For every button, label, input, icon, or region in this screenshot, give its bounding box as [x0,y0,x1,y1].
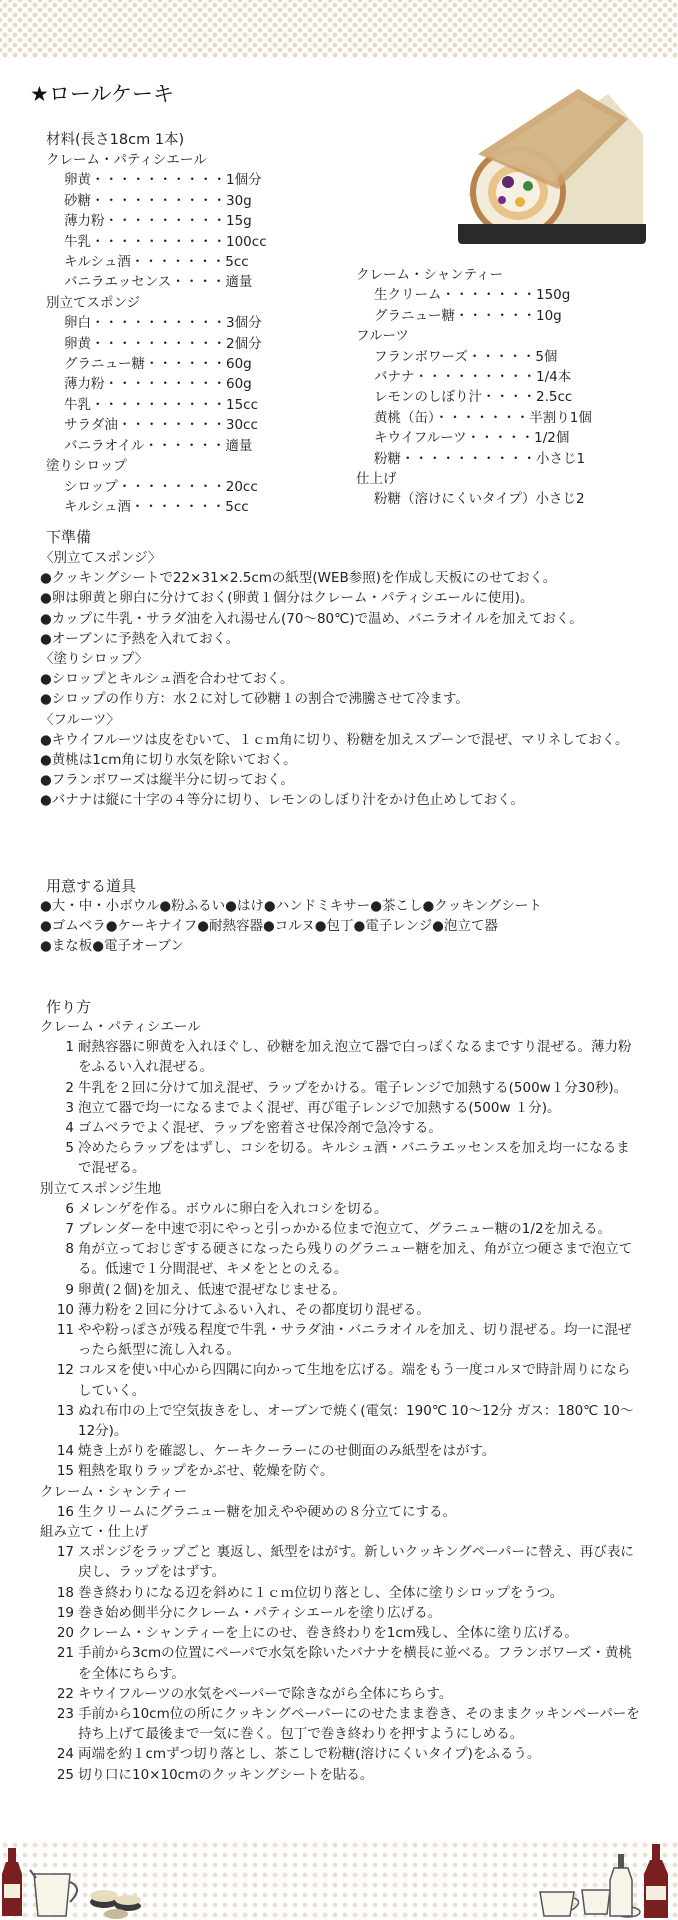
ingredient-item: シロップ・・・・・・・・20cc [64,478,258,495]
method-step [40,1118,640,1138]
step-number: 14 [56,1443,74,1460]
step-text: 両端を約１cmずつ切り落とし、茶こしで粉糖(溶けにくいタイプ)をふるう。 [78,1746,541,1763]
wine-bottle-right-icon [610,1844,668,1918]
method-step [40,1360,640,1400]
method-step [40,1643,640,1683]
prep-item: ●黄桃は1cm角に切り水気を除いておく。 [40,752,297,769]
method-subheading: 組み立て・仕上げ [40,1524,148,1541]
method-step [40,1219,640,1239]
ingredient-item: キルシュ酒・・・・・・・5cc [64,254,249,271]
step-number: 10 [56,1301,74,1318]
ingredient-group-heading: フルーツ [356,328,409,345]
ingredient-item: 薄力粉・・・・・・・・・60g [64,376,252,393]
ingredient-item: フランボワーズ・・・・・5個 [374,348,558,365]
step-number: 2 [65,1079,74,1096]
step-text: 手前から10cm位の所にクッキングペーパーにのせたまま巻き、そのままクッキンペーパーを持ち上げて最後まで一気に巻く。包丁で巻き終わりを押すようにしめる。 [78,1705,640,1743]
method-step [40,1098,640,1118]
ingredient-item: キルシュ酒・・・・・・・5cc [64,498,249,515]
method-step [40,1280,640,1300]
step-number: 8 [65,1241,74,1258]
step-number: 23 [56,1705,74,1722]
ingredient-item: バニラオイル・・・・・・適量 [64,437,253,454]
step-number: 24 [56,1746,74,1763]
prep-list [40,548,640,811]
pitcher-icon [30,1870,77,1916]
step-text: 手前から3cmの位置にペーパで水気を除いたバナナを横長に並べる。フランボワーズ・黄桃を全体にちらす。 [78,1645,633,1682]
ingredient-item: バニラエッセンス・・・・適量 [64,274,253,291]
method-step [40,1765,640,1785]
ingredient-item: 粉糖・・・・・・・・・・小さじ1 [374,450,586,467]
step-number: 6 [65,1200,74,1217]
tools-line: ●ゴムベラ●ケーキナイフ●耐熱容器●コルヌ●包丁●電子レンジ●泡立て器 [40,918,498,935]
step-number: 3 [65,1099,74,1116]
ingredient-item: グラニュー糖・・・・・・10g [374,307,562,324]
ingredient-item: 砂糖・・・・・・・・・・30g [64,192,252,209]
top-dotted-border [0,0,678,58]
method-step [40,1441,640,1461]
ingredient-group-heading: 塗りシロップ [46,458,127,475]
prep-item: 〈フルーツ〉 [40,711,120,728]
step-number: 1 [65,1039,74,1056]
tools-line: ●まな板●電子オーブン [40,938,184,955]
step-text: ぬれ布巾の上で空気抜きをし、オーブンで焼く(電気：190℃ 10～12分 ガス：180℃ 10～12分)。 [78,1402,634,1440]
prep-heading: 下準備 [46,528,92,546]
step-text: 角が立っておじぎする硬さになったら残りのグラニュー糖を加え、角が立つ硬さまで泡立てる。低速で１分間混ぜ、キメをととのえる。 [78,1241,633,1278]
method-step [40,1583,640,1603]
page-title: ★ロールケーキ [30,82,174,106]
tools-heading: 用意する道具 [46,877,137,895]
step-number: 22 [56,1685,74,1702]
step-text: 生クリームにグラニュー糖を加えやや硬めの８分立てにする。 [78,1503,456,1520]
ingredients-right [356,265,592,510]
method-step [40,1320,640,1360]
ingredient-item: 卵黄・・・・・・・・・・1個分 [64,172,262,189]
prep-item: ●オーブンに予熱を入れておく。 [40,630,240,647]
ingredient-item: 生クリーム・・・・・・・150g [374,287,571,304]
method-step [40,1078,640,1098]
wine-bottle-left-icon [2,1848,22,1916]
step-text: メレンゲを作る。ボウルに卵白を入れコシを切る。 [78,1200,388,1217]
step-number: 9 [65,1281,74,1298]
step-text: 泡立て器で均一になるまでよく混ぜ、再び電子レンジで加熱する(500w １分)。 [78,1099,561,1116]
ingredients-heading: 材料(長さ18cm 1本) [46,132,185,148]
method-step [40,1502,640,1522]
step-number: 19 [56,1604,74,1621]
method-subheading: クレーム・シャンティー [40,1483,188,1500]
step-number: 5 [65,1140,74,1157]
macaron-icon [90,1890,141,1919]
method-step [40,1704,640,1744]
ingredient-item: 薄力粉・・・・・・・・・15g [64,213,252,230]
method-subheading: 別立てスポンジ生地 [40,1180,162,1197]
step-text: 卵黄(２個)を加え、低速で混ぜなじませる。 [78,1281,346,1298]
step-number: 7 [65,1221,74,1238]
tools-list [40,896,640,957]
step-text: ブレンダーを中速で羽にやっと引っかかる位まで泡立て、グラニュー糖の1/2を加える。 [78,1221,612,1238]
step-number: 17 [56,1544,74,1561]
roll-cake-photo [458,74,646,244]
step-text: 冷めたらラップをはずし、コシを切る。キルシュ酒・バニラエッセンスを加え均一になるまで混ぜる。 [78,1140,630,1177]
method-step [40,1037,640,1077]
method-step [40,1603,640,1623]
step-text: クレーム・シャンティーを上にのせ、巻き終わりを1cm残し、全体に塗り広げる。 [78,1625,578,1642]
step-text: 巻き始め側半分にクレーム・パティシエールを塗り広げる。 [78,1604,442,1621]
step-number: 21 [56,1645,74,1662]
step-number: 18 [56,1584,74,1601]
step-number: 12 [56,1362,74,1379]
step-number: 25 [56,1766,74,1783]
method-step [40,1138,640,1178]
step-text: 粗熱を取りラップをかぶせ、乾燥を防ぐ。 [78,1463,334,1480]
ingredient-group-heading: クレーム・パティシエール [46,152,207,168]
step-number: 15 [56,1463,74,1480]
step-text: 巻き終わりになる辺を斜めに１ｃｍ位切り落とし、全体に塗りシロップをうつ。 [78,1584,564,1601]
step-number: 20 [56,1625,74,1642]
prep-item: ●バナナは縦に十字の４等分に切り、レモンのしぼり汁をかけ色止めしておく。 [40,792,525,809]
step-number: 4 [65,1120,74,1137]
prep-item: ●シロップとキルシュ酒を合わせておく。 [40,671,294,688]
step-number: 16 [56,1503,74,1520]
ingredient-item: 卵白・・・・・・・・・・3個分 [64,315,262,332]
method-step [40,1623,640,1643]
prep-item: ●カップに牛乳・サラダ油を入れ湯せん(70～80℃)で温め、バニラオイルを加えておく。 [40,610,583,627]
method-step [40,1300,640,1320]
prep-item: ●卵は卵黄と卵白に分けておく(卵黄１個分はクレーム・パティシエールに使用)。 [40,590,534,607]
step-text: スポンジをラップごと 裏返し、紙型をはがす。新しいクッキングペーパーに替え、再び表に戻し、ラップをはずす。 [78,1544,634,1581]
method-step [40,1199,640,1219]
step-text: 牛乳を２回に分けて加え混ぜ、ラップをかける。電子レンジで加熱する(500w１分30秒)。 [78,1079,628,1096]
ingredient-item: 粉糖（溶けにくいタイプ）小さじ2 [374,491,585,508]
prep-item: ●キウイフルーツは皮をむいて、１ｃｍ角に切り、粉糖を加えスプーンで混ぜ、マリネしておく。 [40,731,629,748]
step-text: 耐熱容器に卵黄を入れほぐし、砂糖を加え泡立て器で白っぽくなるまですり混ぜる。薄力粉をふるい入れ混ぜる。 [78,1039,632,1076]
ingredient-item: 牛乳・・・・・・・・・・100cc [64,233,267,250]
ingredient-item: レモンのしぼり汁・・・・2.5cc [374,389,573,406]
step-number: 11 [56,1322,74,1339]
prep-item: 〈塗りシロップ〉 [40,651,149,668]
ingredient-item: 卵黄・・・・・・・・・・2個分 [64,335,262,352]
ingredient-item: キウイフルーツ・・・・・1/2個 [374,430,570,447]
kitchen-illustration [0,1840,678,1920]
ingredient-item: グラニュー糖・・・・・・60g [64,356,252,373]
method-step [40,1684,640,1704]
method-list [40,1017,640,1785]
method-heading: 作り方 [46,998,92,1016]
ingredient-group-heading: クレーム・シャンティー [356,267,504,283]
method-step [40,1401,640,1441]
ingredient-item: バナナ・・・・・・・・・1/4本 [374,369,572,386]
tools-line: ●大・中・小ボウル●粉ふるい●はけ●ハンドミキサー●茶こし●クッキングシート [40,898,542,914]
ingredient-group-heading: 別立てスポンジ [46,294,141,311]
method-subheading: クレーム・パティシエール [40,1019,201,1035]
ingredient-item: 黄桃（缶）・・・・・・・半割り1個 [374,409,592,426]
prep-item: ●フランボワーズは縦半分に切っておく。 [40,772,294,789]
step-text: やや粉っぽさが残る程度で牛乳・サラダ油・バニラオイルを加え、切り混ぜる。均一に混ぜったら紙型に流し入れる。 [78,1322,632,1359]
step-text: 切り口に10×10cmのクッキングシートを貼る。 [78,1766,374,1783]
step-text: コルヌを使い中心から四隅に向かって生地を広げる。端をもう一度コルヌで時計周りにならしていく。 [78,1362,631,1399]
method-step [40,1542,640,1582]
step-text: ゴムベラでよく混ぜ、ラップを密着させ保冷剤で急冷する。 [78,1120,442,1137]
ingredient-item: サラダ油・・・・・・・・30cc [64,417,258,434]
ingredient-group-heading: 仕上げ [356,471,397,488]
step-text: 薄力粉を２回に分けてふるい入れ、その都度切り混ぜる。 [78,1301,430,1318]
method-step [40,1744,640,1764]
step-text: 焼き上がりを確認し、ケーキクーラーにのせ側面のみ紙型をはがす。 [78,1443,496,1460]
prep-item: ●クッキングシートで22×31×2.5cmの紙型(WEB参照)を作成し天板にのせておく。 [40,570,557,587]
ingredient-item: 牛乳・・・・・・・・・・15cc [64,396,259,413]
step-number: 13 [56,1402,74,1419]
prep-item: ●シロップの作り方：水２に対して砂糖１の割合で沸騰させて冷ます。 [40,691,469,708]
prep-item: 〈別立てスポンジ〉 [40,550,162,566]
step-text: キウイフルーツの水気をペーパーで除きながら全体にちらす。 [78,1685,453,1702]
method-step [40,1239,640,1279]
method-step [40,1461,640,1481]
ingredients-left [46,150,267,517]
